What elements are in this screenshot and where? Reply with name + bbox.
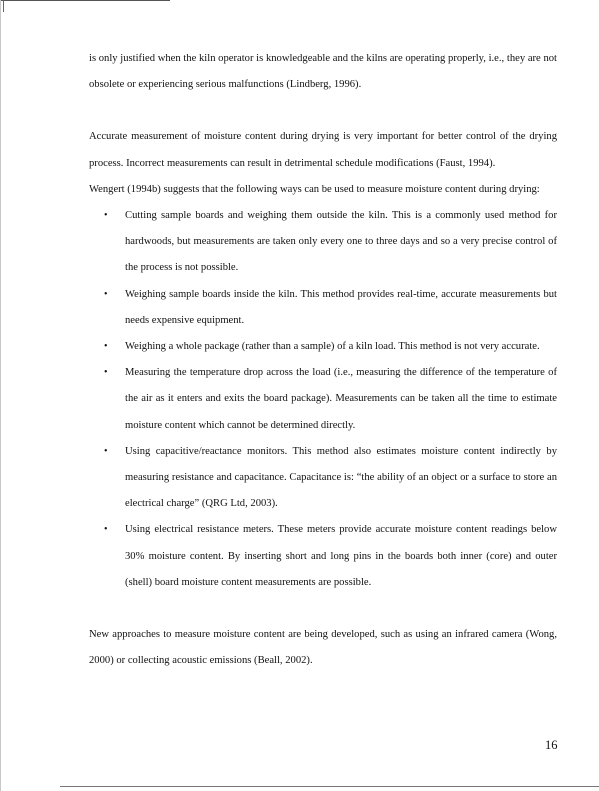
scan-top-line (0, 0, 170, 1)
list-item-text: Weighing sample boards inside the kiln. This method provides real-time, accurate measurements but needs expensive equipment. (125, 288, 557, 326)
bullet-icon: • (104, 341, 108, 353)
paragraph-new-approaches: New approaches to measure moisture content are being developed, such as using an infrared camera (Wong, 2000) or collecting acoustic emissions (Beall, 2002). (89, 629, 557, 667)
page-number: 16 (545, 738, 558, 752)
list-item (89, 203, 557, 282)
paragraph-gap (89, 596, 557, 622)
list-item (89, 360, 557, 439)
paragraph-continuation: is only justified when the kiln operator is knowledgeable and the kilns are operating properly, i.e., they are not obsolete or experiencing serious malfunctions (Lindberg, 1996). (89, 53, 557, 91)
paragraph-gap (89, 98, 557, 124)
bullet-icon: • (104, 524, 108, 536)
scan-left-edge (0, 0, 1, 791)
list-item (89, 439, 557, 518)
scan-top-tick (3, 0, 4, 12)
list-item-text: Using capacitive/reactance monitors. This method also estimates moisture content indirectly by measuring resistance and capacitance. Capacitance is: “the ability of an object or a surface to store an electrical charge” (QRG Ltd, 2003). (125, 445, 557, 510)
list-item-text: Measuring the temperature drop across the load (i.e., measuring the difference of the temperature of the air as it enters and exits the board package). Measurements can be taken all the time to estimate moisture content which cannot be determined directly. (125, 367, 557, 431)
list-item (89, 517, 557, 596)
paragraph-moisture-accuracy: Accurate measurement of moisture content during drying is very important for better control of the drying process. Incorrect measurements can result in detrimental schedule modifications (Faust, 1994). (89, 131, 557, 169)
measurement-methods-list (89, 203, 557, 596)
list-item (89, 282, 557, 334)
list-item-text: Using electrical resistance meters. These meters provide accurate moisture content readings below 30% moisture content. By inserting short and long pins in the boards both inner (core) and outer (shell) board moisture content measurements are possible. (125, 524, 557, 588)
bullet-icon: • (104, 288, 108, 300)
list-item (89, 334, 557, 360)
bullet-icon: • (104, 367, 108, 379)
list-item-text: Weighing a whole package (rather than a sample) of a kiln load. This method is not very accurate. (125, 341, 540, 353)
bullet-icon: • (104, 210, 108, 222)
bullet-icon: • (104, 445, 108, 457)
list-item-text: Cutting sample boards and weighing them outside the kiln. This is a commonly used method for hardwoods, but measurements are taken only every one to three days and so a very precise control of the process is not possible. (125, 210, 557, 274)
page-body (89, 46, 557, 674)
scan-bottom-line (60, 786, 599, 787)
paragraph-wengert: Wengert (1994b) suggests that the following ways can be used to measure moisture content during drying: (89, 183, 540, 195)
